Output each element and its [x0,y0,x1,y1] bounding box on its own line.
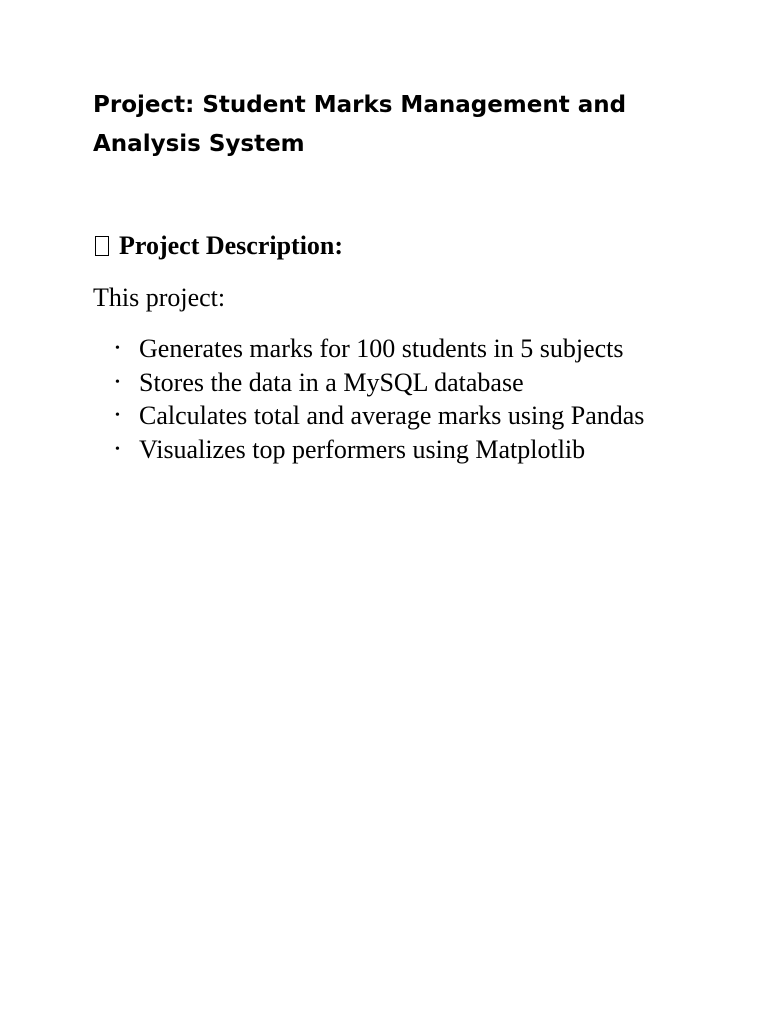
intro-text: This project: [93,283,226,312]
missing-glyph-icon [95,236,109,256]
section-heading-text: Project Description: [119,231,344,260]
list-item [93,433,693,467]
bullet-icon: • [115,374,120,390]
bullet-icon: • [115,441,120,457]
list-item-text: Generates marks for 100 students in 5 subjects [139,334,624,363]
bullet-list [93,332,693,466]
list-item [93,366,693,400]
list-item-text: Calculates total and average marks using Pandas [139,401,645,430]
section-heading [93,229,693,263]
list-item [93,332,693,366]
bullet-icon: • [115,341,120,356]
list-item-text: Stores the data in a MySQL database [139,367,524,397]
document-title: Project: Student Marks Management and Analysis System [93,92,627,157]
list-item [93,399,693,433]
list-item-text: Visualizes top performers using Matplotlib [139,434,586,464]
bullet-icon: • [115,408,120,423]
